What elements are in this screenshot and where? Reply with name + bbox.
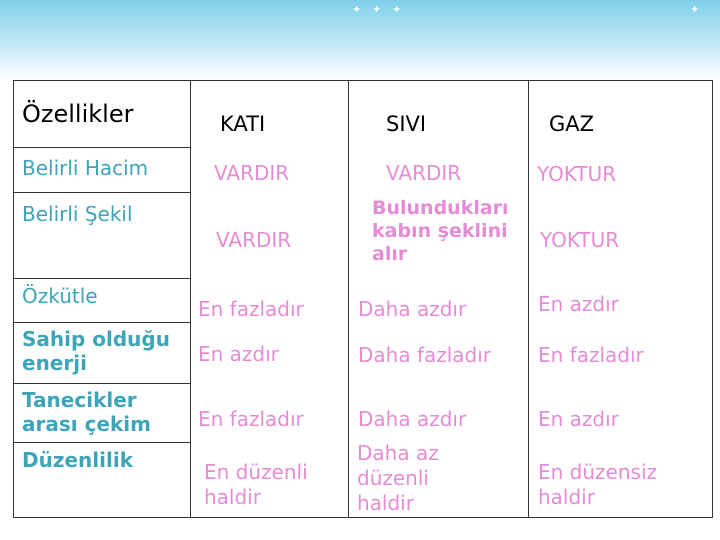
- sparkle-icon: ✦: [372, 3, 382, 16]
- cell-line: haldir: [538, 485, 595, 509]
- cell-liquid-attraction: Daha azdır: [358, 407, 467, 431]
- header-gas: GAZ: [549, 112, 595, 136]
- cell-gas-attraction: En azdır: [538, 407, 619, 431]
- cell-line: En düzensiz: [538, 460, 657, 484]
- cell-solid-shape: VARDIR: [216, 228, 292, 252]
- cell-liquid-order: [357, 441, 439, 516]
- row-divider: [13, 278, 191, 279]
- cell-gas-energy: En fazladır: [538, 343, 644, 367]
- cell-solid-order: [204, 460, 308, 510]
- column-divider: [190, 80, 191, 518]
- row-divider: [13, 442, 191, 443]
- cell-line: kabın şeklini: [372, 220, 508, 242]
- row-label-order: Düzenlilik: [22, 448, 134, 472]
- label-line: arası çekim: [22, 412, 151, 436]
- row-label-attraction: [22, 388, 151, 436]
- label-line: enerji: [22, 351, 87, 375]
- top-banner: [0, 0, 720, 80]
- row-divider: [13, 383, 191, 384]
- cell-line: Bulundukları: [372, 197, 509, 219]
- cell-gas-order: [538, 460, 657, 510]
- cell-solid-volume: VARDIR: [214, 161, 290, 185]
- cell-line: düzenli: [357, 466, 429, 490]
- row-label-shape: Belirli Şekil: [22, 202, 133, 226]
- sparkle-icon: ✦: [352, 3, 362, 16]
- cell-gas-shape: YOKTUR: [540, 228, 620, 252]
- column-divider: [348, 80, 349, 518]
- row-divider: [13, 192, 191, 193]
- row-label-volume: Belirli Hacim: [22, 156, 149, 180]
- row-divider: [13, 322, 191, 323]
- header-liquid: SIVI: [386, 112, 427, 136]
- label-line: Tanecikler: [22, 388, 137, 412]
- cell-solid-density: En fazladır: [198, 297, 304, 321]
- cell-line: En düzenli: [204, 460, 308, 484]
- row-label-density: Özkütle: [22, 284, 98, 308]
- cell-solid-energy: En azdır: [198, 342, 279, 366]
- cell-liquid-energy: Daha fazladır: [358, 343, 492, 367]
- row-divider: [13, 147, 191, 148]
- cell-solid-attraction: En fazladır: [198, 407, 304, 431]
- cell-line: haldir: [357, 491, 414, 515]
- cell-line: alır: [372, 243, 408, 265]
- cell-line: Daha az: [357, 441, 439, 465]
- cell-gas-density: En azdır: [538, 292, 619, 316]
- column-divider: [528, 80, 529, 518]
- label-line: Sahip olduğu: [22, 327, 170, 351]
- cell-liquid-volume: VARDIR: [386, 161, 462, 185]
- sparkle-icon: ✦: [690, 3, 700, 16]
- sparkle-icon: ✦: [392, 3, 402, 16]
- cell-liquid-density: Daha azdır: [358, 297, 467, 321]
- header-properties: Özellikler: [22, 100, 134, 128]
- row-label-energy: [22, 327, 170, 375]
- cell-line: haldir: [204, 485, 261, 509]
- header-solid: KATI: [220, 112, 266, 136]
- cell-liquid-shape: [372, 197, 509, 266]
- cell-gas-volume: YOKTUR: [537, 162, 617, 186]
